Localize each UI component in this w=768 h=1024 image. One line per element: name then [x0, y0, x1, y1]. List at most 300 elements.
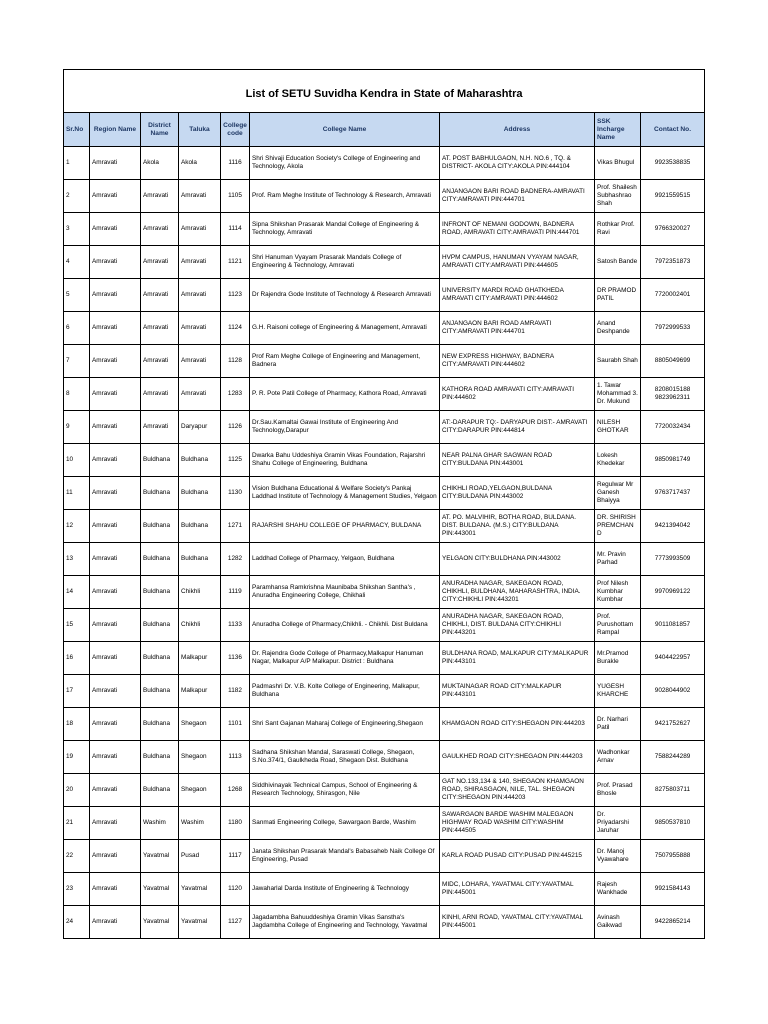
- cell-college-code: [221, 906, 250, 939]
- cell-college-code-text: 1123: [228, 291, 242, 298]
- cell-region-name: [90, 345, 141, 378]
- cell-college-name-text: Dr.Sau.Kamaltai Gawai Institute of Engineering And Technology,Darapur: [252, 419, 399, 434]
- cell-address-text: SAWARGAON BARDE WASHIM MALEGAON HIGHWAY ROAD WASHIM CITY:WASHIM PIN:444505: [442, 811, 574, 834]
- cell-college-name-text: Jagadambha Bahuuddeshiya Gramin Vikas Sanstha's Jagdambha College of Engineering and Technology, Yavatmal: [252, 914, 428, 929]
- cell-address-text: INFRONT OF NEMANI GODOWN, BADNERA ROAD, AMRAVATI CITY:AMRAVATI PIN:444701: [442, 221, 580, 236]
- cell-college-code: [221, 675, 250, 708]
- cell-region-name-text: Amravati: [92, 489, 118, 496]
- cell-college-code: [221, 807, 250, 840]
- cell-contact-no-text: 7588244289: [654, 753, 691, 760]
- cell-ssk-incharge-name: [595, 246, 641, 279]
- cell-taluka: [179, 246, 221, 279]
- cell-address: [440, 675, 595, 708]
- cell-region-name: [90, 906, 141, 939]
- cell-college-code: [221, 378, 250, 411]
- cell-college-code: [221, 246, 250, 279]
- cell-district-name-text: Buldhana: [143, 654, 171, 661]
- cell-college-code: [221, 345, 250, 378]
- cell-region-name-text: Amravati: [92, 258, 118, 265]
- header-address: Address: [440, 113, 595, 147]
- cell-district-name-text: Amravati: [143, 258, 169, 265]
- cell-sr-no-text: 20: [66, 786, 74, 793]
- cell-college-name-text: Jawaharlal Darda Institute of Engineering & Technology: [252, 885, 409, 892]
- cell-contact-no: [641, 609, 705, 642]
- table-row: [64, 774, 705, 807]
- cell-college-name: [250, 642, 440, 675]
- table-row: [64, 510, 705, 543]
- cell-college-code: [221, 444, 250, 477]
- cell-college-code-text: 1136: [228, 654, 242, 661]
- cell-taluka: [179, 840, 221, 873]
- cell-address: [440, 741, 595, 774]
- cell-sr-no: [64, 213, 90, 246]
- cell-district-name-text: Yavatmal: [143, 885, 170, 892]
- cell-ssk-incharge-name-text: Prof. Prasad Bhosle: [597, 782, 633, 797]
- cell-taluka: [179, 213, 221, 246]
- cell-region-name: [90, 807, 141, 840]
- cell-address-text: MUKTAINAGAR ROAD CITY:MALKAPUR PIN:443101: [442, 683, 562, 698]
- cell-region-name-text: Amravati: [92, 555, 118, 562]
- cell-region-name-text: Amravati: [92, 423, 118, 430]
- cell-ssk-incharge-name: [595, 576, 641, 609]
- table-row: [64, 180, 705, 213]
- cell-college-name-text: Siddhivinayak Technical Campus, School of Engineering & Research Technology, Shirasgon, Nile: [252, 782, 418, 797]
- table-row: [64, 279, 705, 312]
- cell-college-name: [250, 510, 440, 543]
- cell-contact-no: [641, 675, 705, 708]
- cell-district-name-text: Amravati: [143, 192, 169, 199]
- cell-contact-no: [641, 444, 705, 477]
- cell-college-name: [250, 180, 440, 213]
- cell-college-name: [250, 477, 440, 510]
- cell-college-name-text: Dwarka Bahu Uddeshiya Gramin Vikas Foundation, Rajarshri Shahu College of Engineering, Buldhana: [252, 452, 426, 467]
- cell-region-name-text: Amravati: [92, 192, 118, 199]
- cell-region-name-text: Amravati: [92, 291, 118, 298]
- cell-region-name-text: Amravati: [92, 852, 118, 859]
- cell-district-name: [141, 477, 179, 510]
- cell-contact-no: [641, 477, 705, 510]
- table-row: [64, 642, 705, 675]
- cell-address-text: KINHI, ARNI ROAD, YAVATMAL CITY:YAVATMAL PIN:445001: [442, 914, 583, 929]
- cell-college-code-text: 1128: [228, 357, 242, 364]
- cell-region-name: [90, 312, 141, 345]
- cell-ssk-incharge-name: [595, 378, 641, 411]
- cell-region-name: [90, 378, 141, 411]
- cell-contact-no: [641, 642, 705, 675]
- cell-region-name-text: Amravati: [92, 588, 118, 595]
- cell-ssk-incharge-name-text: 1. Tawar Mohammad 3. Dr. Mukund: [597, 382, 638, 405]
- cell-taluka-text: Amravati: [181, 192, 207, 199]
- cell-address-text: KHAMGAON ROAD CITY:SHEGAON PIN:444203: [442, 720, 585, 727]
- cell-district-name-text: Buldhana: [143, 522, 171, 529]
- cell-region-name: [90, 246, 141, 279]
- cell-district-name: [141, 510, 179, 543]
- cell-address-text: ANURADHA NAGAR, SAKEGAON ROAD, CHIKHLI, DIST. BULDANA CITY:CHIKHLI PIN:443201: [442, 613, 564, 636]
- cell-sr-no: [64, 741, 90, 774]
- cell-college-name-text: Shri Sant Gajanan Maharaj College of Engineering,Shegaon: [252, 720, 423, 727]
- cell-college-name: [250, 312, 440, 345]
- cell-ssk-incharge-name: [595, 741, 641, 774]
- cell-region-name-text: Amravati: [92, 324, 118, 331]
- cell-college-code-text: 1116: [228, 159, 242, 166]
- cell-ssk-incharge-name: [595, 774, 641, 807]
- cell-college-name-text: G.H. Raisoni college of Engineering & Management, Amravati: [252, 324, 427, 331]
- cell-address-text: KATHORA ROAD AMRAVATI CITY:AMRAVATI PIN:444602: [442, 386, 574, 401]
- cell-college-name: [250, 774, 440, 807]
- cell-district-name-text: Amravati: [143, 291, 169, 298]
- cell-region-name: [90, 213, 141, 246]
- table-row: [64, 906, 705, 939]
- cell-college-code: [221, 774, 250, 807]
- cell-address: [440, 213, 595, 246]
- title-row: [64, 70, 705, 113]
- cell-taluka: [179, 576, 221, 609]
- cell-sr-no-text: 13: [66, 555, 74, 562]
- cell-contact-no: [641, 345, 705, 378]
- cell-college-name: [250, 213, 440, 246]
- cell-college-name-text: Paramhansa Ramkrishna Maunibaba Shikshan Santha's , Anuradha Engineering College, Chikhali: [252, 584, 416, 599]
- cell-taluka: [179, 609, 221, 642]
- cell-address: [440, 906, 595, 939]
- cell-taluka: [179, 378, 221, 411]
- cell-district-name: [141, 246, 179, 279]
- cell-college-code-text: 1121: [228, 258, 242, 265]
- cell-sr-no: [64, 345, 90, 378]
- cell-taluka-text: Akola: [181, 159, 197, 166]
- cell-college-code: [221, 147, 250, 180]
- cell-college-code-text: 1120: [228, 885, 242, 892]
- cell-college-code: [221, 411, 250, 444]
- cell-taluka-text: Shegaon: [181, 786, 207, 793]
- cell-address-text: ANJANGAON BARI ROAD AMRAVATI CITY:AMRAVATI PIN:444701: [442, 320, 552, 335]
- cell-contact-no-text: 9923538835: [654, 159, 691, 166]
- cell-college-name: [250, 246, 440, 279]
- cell-ssk-incharge-name: [595, 807, 641, 840]
- cell-taluka-text: Buldhana: [181, 456, 209, 463]
- cell-district-name: [141, 708, 179, 741]
- cell-college-code: [221, 213, 250, 246]
- cell-college-name-text: Vision Buldhana Educational & Welfare Society's Pankaj Laddhad Institute of Technology & Management Studies, Yelgaon: [252, 485, 437, 500]
- cell-taluka-text: Buldhana: [181, 555, 209, 562]
- cell-college-name: [250, 807, 440, 840]
- cell-address: [440, 609, 595, 642]
- cell-contact-no: [641, 807, 705, 840]
- cell-address: [440, 279, 595, 312]
- cell-college-name: [250, 675, 440, 708]
- cell-taluka: [179, 906, 221, 939]
- cell-contact-no: [641, 411, 705, 444]
- cell-contact-no-text: 8275803711: [655, 786, 691, 793]
- cell-college-code: [221, 873, 250, 906]
- cell-sr-no-text: 19: [66, 753, 74, 760]
- cell-sr-no-text: 11: [66, 489, 73, 496]
- cell-taluka-text: Malkapur: [181, 687, 208, 694]
- cell-district-name: [141, 147, 179, 180]
- cell-ssk-incharge-name-text: DR. SHIRISH PREMCHAN D: [597, 514, 636, 537]
- cell-college-name-text: Shri Shivaji Education Society's College of Engineering and Technology, Akola: [252, 155, 421, 170]
- cell-contact-no-text: 7720032434: [654, 423, 691, 430]
- cell-region-name-text: Amravati: [92, 456, 118, 463]
- cell-taluka: [179, 873, 221, 906]
- cell-contact-no: [641, 213, 705, 246]
- cell-district-name-text: Amravati: [143, 225, 169, 232]
- cell-region-name: [90, 543, 141, 576]
- cell-sr-no: [64, 675, 90, 708]
- table-row: [64, 246, 705, 279]
- cell-district-name-text: Buldhana: [143, 687, 171, 694]
- cell-college-code-text: 1283: [227, 390, 243, 397]
- cell-college-code-text: 1127: [228, 918, 242, 925]
- cell-address-text: GAT NO.133,134 & 140, SHEGAON KHAMGAON ROAD, SHIRASGAON, NILE, TAL. SHEGAON CITY:SHEGAON PIN:444203: [442, 778, 584, 801]
- cell-sr-no: [64, 444, 90, 477]
- cell-district-name-text: Washim: [143, 819, 166, 826]
- cell-taluka: [179, 774, 221, 807]
- cell-sr-no-text: 9: [66, 423, 70, 430]
- cell-sr-no: [64, 873, 90, 906]
- cell-taluka: [179, 147, 221, 180]
- cell-contact-no: [641, 840, 705, 873]
- table-row: [64, 213, 705, 246]
- cell-address-text: YELGAON CITY:BULDHANA PIN:443002: [442, 555, 561, 562]
- cell-address-text: AT. POST BABHULGAON, N.H. NO.6 , TQ. & DISTRICT- AKOLA CITY:AKOLA PIN:444104: [442, 155, 571, 170]
- cell-region-name: [90, 510, 141, 543]
- cell-ssk-incharge-name-text: Dr. Manoj Vyawahare: [597, 848, 629, 863]
- cell-college-code-text: 1268: [227, 786, 243, 793]
- cell-region-name-text: Amravati: [92, 357, 118, 364]
- cell-contact-no: [641, 312, 705, 345]
- cell-address-text: UNIVERSITY MARDI ROAD GHATKHEDA AMRAVATI CITY:AMRAVATI PIN:444602: [442, 287, 564, 302]
- cell-address-text: MIDC, LOHARA, YAVATMAL CITY:YAVATMAL PIN:445001: [442, 881, 574, 896]
- cell-taluka: [179, 510, 221, 543]
- cell-contact-no-text: 9011081857: [655, 621, 691, 628]
- cell-taluka-text: Amravati: [181, 225, 207, 232]
- cell-taluka: [179, 807, 221, 840]
- cell-college-name-text: Prof. Ram Meghe Institute of Technology & Research, Amravati: [252, 192, 431, 199]
- cell-contact-no: [641, 708, 705, 741]
- cell-district-name-text: Amravati: [143, 390, 169, 397]
- cell-sr-no-text: 12: [66, 522, 74, 529]
- cell-taluka: [179, 312, 221, 345]
- cell-ssk-incharge-name: [595, 609, 641, 642]
- cell-sr-no-text: 15: [66, 621, 74, 628]
- cell-college-name: [250, 609, 440, 642]
- cell-address-text: ANJANGAON BARI ROAD BADNERA-AMRAVATI CITY:AMRAVATI PIN:444701: [442, 188, 585, 203]
- cell-ssk-incharge-name: [595, 477, 641, 510]
- cell-contact-no: [641, 279, 705, 312]
- cell-district-name-text: Buldhana: [143, 786, 171, 793]
- cell-contact-no-text: 9028044902: [654, 687, 691, 694]
- cell-contact-no-text: 9421752627: [654, 720, 691, 727]
- cell-contact-no-text: 8208015188 9823962311: [654, 386, 691, 401]
- cell-address: [440, 180, 595, 213]
- cell-address: [440, 840, 595, 873]
- cell-region-name-text: Amravati: [92, 885, 118, 892]
- cell-sr-no-text: 4: [66, 258, 70, 265]
- cell-address: [440, 345, 595, 378]
- cell-region-name-text: Amravati: [92, 621, 118, 628]
- cell-sr-no-text: 16: [66, 654, 74, 661]
- cell-address-text: GAULKHED ROAD CITY:SHEGAON PIN:444203: [442, 753, 583, 760]
- cell-college-name: [250, 906, 440, 939]
- cell-sr-no: [64, 840, 90, 873]
- cell-ssk-incharge-name: [595, 840, 641, 873]
- cell-sr-no-text: 6: [66, 324, 70, 331]
- cell-sr-no: [64, 642, 90, 675]
- cell-college-name-text: P. R. Pote Patil College of Pharmacy, Kathora Road, Amravati: [252, 390, 427, 397]
- cell-region-name: [90, 609, 141, 642]
- cell-contact-no: [641, 576, 705, 609]
- cell-sr-no-text: 7: [66, 357, 70, 364]
- cell-ssk-incharge-name-text: Saurabh Shah: [597, 357, 638, 364]
- cell-ssk-incharge-name: [595, 345, 641, 378]
- cell-ssk-incharge-name: [595, 411, 641, 444]
- cell-contact-no-text: 9421394042: [654, 522, 691, 529]
- cell-district-name-text: Buldhana: [143, 720, 171, 727]
- cell-sr-no: [64, 576, 90, 609]
- cell-taluka-text: Daryapur: [181, 423, 208, 430]
- table-row: [64, 675, 705, 708]
- header-region-name: Region Name: [90, 113, 141, 147]
- cell-college-name: [250, 576, 440, 609]
- cell-ssk-incharge-name-text: Prof Nilesh Kumbhar Kumbhar: [597, 580, 629, 603]
- cell-address-text: BULDHANA ROAD, MALKAPUR CITY:MALKAPUR PIN:443101: [442, 650, 589, 665]
- cell-district-name: [141, 906, 179, 939]
- cell-region-name: [90, 708, 141, 741]
- cell-region-name: [90, 840, 141, 873]
- cell-region-name: [90, 279, 141, 312]
- cell-taluka-text: Yavatmal: [181, 885, 208, 892]
- cell-ssk-incharge-name: [595, 312, 641, 345]
- cell-address-text: CHIKHLI ROAD,YELGAON,BULDANA CITY:BULDANA PIN:443002: [442, 485, 552, 500]
- cell-district-name: [141, 840, 179, 873]
- cell-contact-no: [641, 774, 705, 807]
- cell-address-text: AT:-DARAPUR TQ:- DARYAPUR DIST:- AMRAVATI CITY:DARAPUR PIN:444814: [442, 419, 588, 434]
- header-college-name: College Name: [250, 113, 440, 147]
- cell-ssk-incharge-name-text: Anand Deshpande: [597, 320, 630, 335]
- cell-sr-no-text: 14: [66, 588, 74, 595]
- cell-taluka-text: Yavatmal: [181, 918, 208, 925]
- cell-ssk-incharge-name-text: Mr.Pramod Burakle: [597, 650, 629, 665]
- cell-sr-no: [64, 708, 90, 741]
- cell-ssk-incharge-name-text: Rothkar Prof. Ravi: [597, 221, 635, 236]
- cell-district-name-text: Buldhana: [143, 489, 171, 496]
- cell-ssk-incharge-name: [595, 213, 641, 246]
- cell-contact-no-text: 7507955888: [654, 852, 691, 859]
- header-ssk-incharge-name: SSK Incharge Name: [595, 113, 641, 147]
- cell-taluka-text: Pusad: [181, 852, 200, 859]
- cell-address-text: AT. PO. MALVIHIR, BOTHA ROAD, BULDANA. DIST. BULDANA. (M.S.) CITY:BULDANA PIN:443001: [442, 514, 576, 537]
- cell-sr-no: [64, 609, 90, 642]
- cell-college-code-text: 1114: [228, 225, 242, 232]
- cell-ssk-incharge-name-text: Lokesh Khedekar: [597, 452, 625, 467]
- cell-region-name-text: Amravati: [92, 159, 118, 166]
- cell-region-name-text: Amravati: [92, 753, 118, 760]
- cell-taluka: [179, 411, 221, 444]
- cell-ssk-incharge-name-text: Mr. Pravin Parhad: [597, 551, 626, 566]
- cell-college-code: [221, 312, 250, 345]
- cell-address: [440, 510, 595, 543]
- cell-taluka-text: Buldhana: [181, 522, 209, 529]
- cell-taluka: [179, 543, 221, 576]
- table-row: [64, 609, 705, 642]
- cell-college-name: [250, 411, 440, 444]
- table-row: [64, 147, 705, 180]
- cell-college-name: [250, 741, 440, 774]
- cell-district-name-text: Buldhana: [143, 588, 171, 595]
- cell-college-code-text: 1126: [228, 423, 242, 430]
- cell-region-name: [90, 675, 141, 708]
- cell-sr-no: [64, 807, 90, 840]
- cell-college-name-text: Prof Ram Meghe College of Engineering and Management, Badnera: [252, 353, 421, 368]
- cell-district-name-text: Amravati: [143, 357, 169, 364]
- cell-region-name: [90, 180, 141, 213]
- cell-contact-no-text: 7720002401: [654, 291, 691, 298]
- cell-college-code-text: 1125: [228, 456, 242, 463]
- cell-taluka: [179, 345, 221, 378]
- cell-college-code-text: 1105: [228, 192, 242, 199]
- cell-college-code: [221, 741, 250, 774]
- cell-contact-no-text: 7773993509: [654, 555, 691, 562]
- cell-district-name: [141, 378, 179, 411]
- cell-college-name: [250, 708, 440, 741]
- cell-ssk-incharge-name-text: Satosh Bande: [597, 258, 638, 265]
- cell-ssk-incharge-name: [595, 906, 641, 939]
- cell-college-code-text: 1133: [228, 621, 242, 628]
- cell-ssk-incharge-name: [595, 147, 641, 180]
- cell-college-code-text: 1124: [228, 324, 242, 331]
- cell-taluka-text: Washim: [181, 819, 204, 826]
- cell-contact-no: [641, 180, 705, 213]
- cell-contact-no-text: 9404422957: [654, 654, 691, 661]
- cell-taluka: [179, 279, 221, 312]
- cell-college-name: [250, 279, 440, 312]
- cell-sr-no: [64, 312, 90, 345]
- cell-ssk-incharge-name: [595, 279, 641, 312]
- spreadsheet-sheet: [63, 69, 704, 939]
- cell-college-code-text: 1180: [228, 819, 242, 826]
- cell-sr-no-text: 22: [66, 852, 74, 859]
- table-row: [64, 807, 705, 840]
- cell-college-name-text: Anuradha College of Pharmacy,Chikhli. - Chikhli. Dist Buldana: [252, 621, 428, 628]
- header-contact-no: Contact No.: [641, 113, 705, 147]
- cell-college-code: [221, 510, 250, 543]
- cell-college-code: [221, 279, 250, 312]
- cell-district-name: [141, 213, 179, 246]
- cell-address-text: NEW EXPRESS HIGHWAY, BADNERA CITY:AMRAVATI PIN:444602: [442, 353, 554, 368]
- cell-taluka-text: Chikhli: [181, 588, 201, 595]
- cell-district-name: [141, 312, 179, 345]
- header-district-name: District Name: [141, 113, 179, 147]
- cell-address: [440, 378, 595, 411]
- cell-ssk-incharge-name-text: Prof. Purushottam Rampal: [597, 613, 634, 636]
- cell-college-code: [221, 708, 250, 741]
- cell-contact-no-text: 9766320027: [654, 225, 691, 232]
- cell-address: [440, 477, 595, 510]
- cell-sr-no-text: 17: [66, 687, 74, 694]
- cell-address: [440, 807, 595, 840]
- cell-college-name: [250, 444, 440, 477]
- cell-contact-no-text: 9921559515: [654, 192, 691, 199]
- cell-ssk-incharge-name: [595, 873, 641, 906]
- table-row: [64, 411, 705, 444]
- table-row: [64, 378, 705, 411]
- cell-ssk-incharge-name: [595, 708, 641, 741]
- cell-district-name-text: Akola: [143, 159, 159, 166]
- cell-sr-no-text: 3: [66, 225, 70, 232]
- cell-region-name-text: Amravati: [92, 786, 118, 793]
- cell-college-name-text: Janata Shikshan Prasarak Mandal's Babasaheb Naik College Of Engineering, Pusad: [252, 848, 435, 863]
- cell-address-text: ANURADHA NAGAR, SAKEGAON ROAD, CHIKHLI, BULDHANA, MAHARASHTRA, INDIA. CITY:CHIKHLI PIN:443201: [442, 580, 581, 603]
